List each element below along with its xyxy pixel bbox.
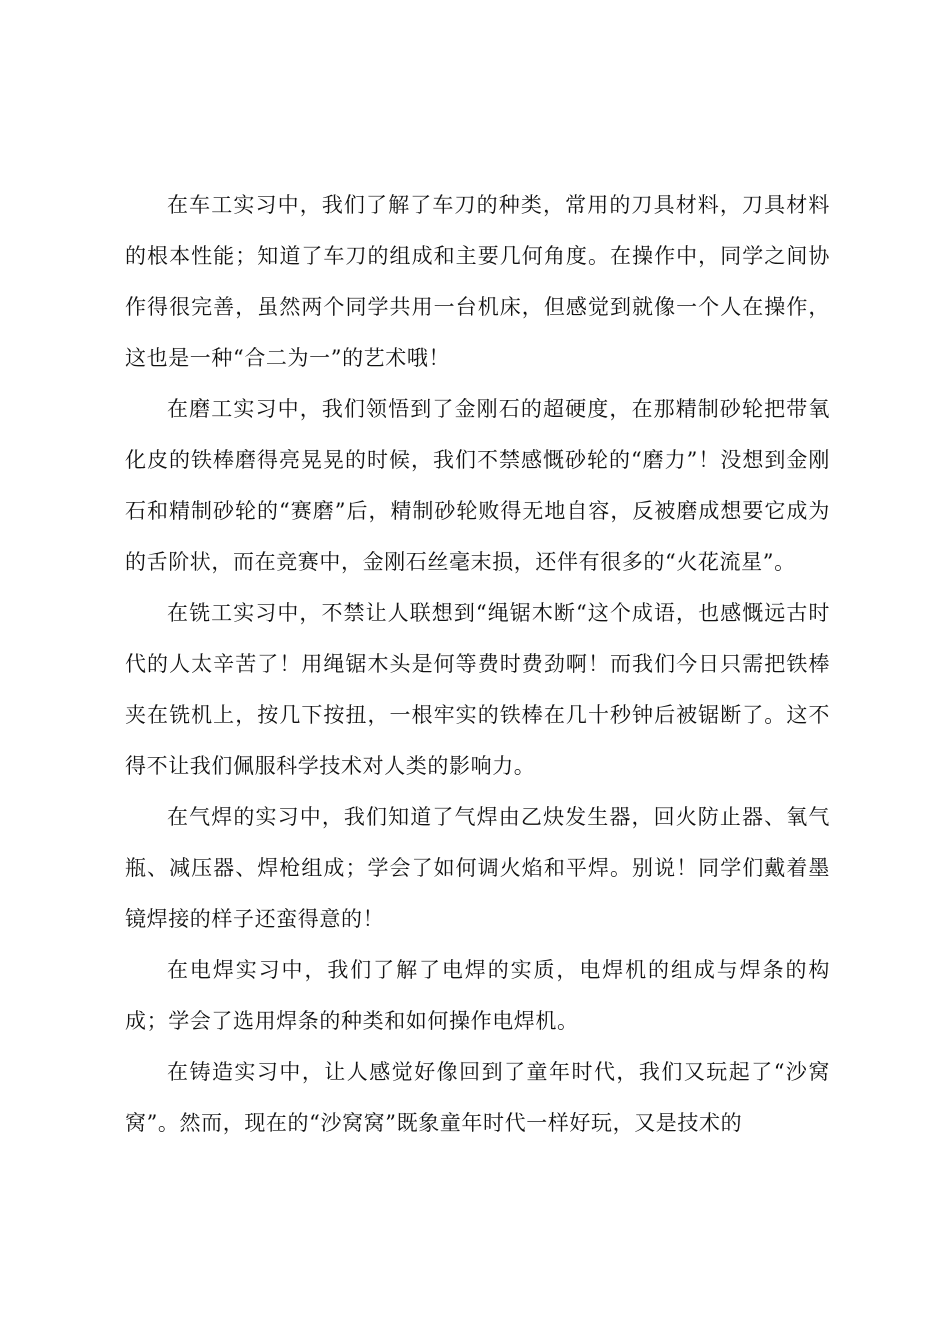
paragraph-milling-training: 在铣工实习中，不禁让人联想到“绳锯木断“这个成语，也感慨远古时代的人太辛苦了！用绳锯木头是何等费时费劲啊！而我们今日只需把铁棒夹在铣机上，按几下按扭，一根牢实的铁棒在几十秒钟后被锯断了。这不得不让我们佩服科学技术对人类的影响力。: [125, 601, 830, 778]
paragraph-arc-welding-training: 在电焊实习中，我们了解了电焊的实质，电焊机的组成与焊条的构成；学会了选用焊条的种类和如何操作电焊机。: [125, 958, 830, 1033]
paragraph-gas-welding-training: 在气焊的实习中，我们知道了气焊由乙炔发生器，回火防止器、氧气瓶、减压器、焊枪组成；学会了如何调火焰和平焊。别说！同学们戴着墨镜焊接的样子还蛮得意的！: [125, 805, 830, 931]
paragraph-casting-training: 在铸造实习中，让人感觉好像回到了童年时代，我们又玩起了“沙窝窝”。然而，现在的“沙窝窝”既象童年时代一样好玩，又是技术的: [125, 1060, 830, 1135]
paragraph-grinding-training: 在磨工实习中，我们领悟到了金刚石的超硬度，在那精制砂轮把带氧化皮的铁棒磨得亮晃晃的时候，我们不禁感慨砂轮的“磨力”！没想到金刚石和精制砂轮的“赛磨”后，精制砂轮败得无地自容，反被磨成想要它成为的舌阶状，而在竞赛中，金刚石丝毫末损，还伴有很多的“火花流星”。: [125, 397, 830, 574]
paragraph-lathe-training: 在车工实习中，我们了解了车刀的种类，常用的刀具材料，刀具材料的根本性能；知道了车刀的组成和主要几何角度。在操作中，同学之间协作得很完善，虽然两个同学共用一台机床，但感觉到就像一个人在操作，这也是一种“合二为一”的艺术哦！: [125, 193, 830, 370]
document-page: [125, 180, 830, 1149]
